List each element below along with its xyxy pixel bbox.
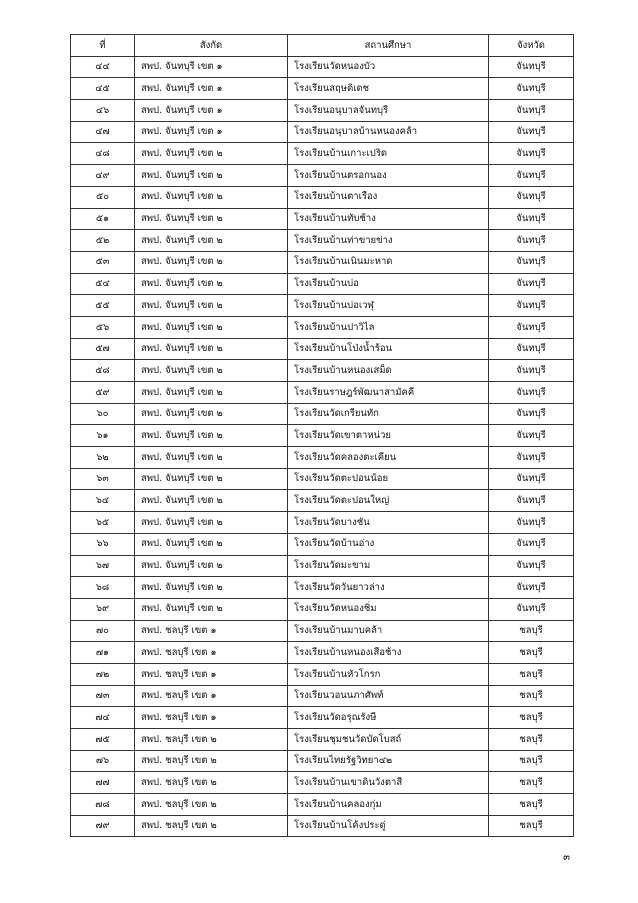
cell-number: ๗๗ xyxy=(71,772,135,794)
cell-school: โรงเรียนบ้านมาบคล้า xyxy=(288,620,489,642)
cell-province: จันทบุรี xyxy=(489,447,574,469)
cell-school: โรงเรียนบ้านทับช้าง xyxy=(288,208,489,230)
cell-province: จันทบุรี xyxy=(489,230,574,252)
header-number: ที่ xyxy=(71,35,135,57)
table-row xyxy=(71,56,574,78)
cell-province: จันทบุรี xyxy=(489,425,574,447)
table-row xyxy=(71,490,574,512)
cell-number: ๕๖ xyxy=(71,316,135,338)
cell-school: โรงเรียนบ้านเกาะเปริด xyxy=(288,143,489,165)
cell-school: โรงเรียนวัดวันยาวล่าง xyxy=(288,577,489,599)
table-header-row xyxy=(71,35,574,57)
cell-school: โรงเรียนชุมชนวัดบัดโบสถ์ xyxy=(288,729,489,751)
cell-school: โรงเรียนวัดตะปอนใหญ่ xyxy=(288,490,489,512)
cell-school: โรงเรียนวัดเกรียนทัก xyxy=(288,403,489,425)
cell-school: โรงเรียนราษฎร์พัฒนาสามัคคี xyxy=(288,382,489,404)
cell-number: ๖๘ xyxy=(71,577,135,599)
cell-number: ๗๖ xyxy=(71,750,135,772)
cell-affiliation: สพป. จันทบุรี เขต ๒ xyxy=(135,425,288,447)
cell-number: ๖๕ xyxy=(71,512,135,534)
header-province: จังหวัด xyxy=(489,35,574,57)
cell-province: จันทบุรี xyxy=(489,186,574,208)
table-row xyxy=(71,316,574,338)
cell-number: ๔๙ xyxy=(71,165,135,187)
table-row xyxy=(71,620,574,642)
cell-province: ชลบุรี xyxy=(489,772,574,794)
cell-affiliation: สพป. ชลบุรี เขต ๒ xyxy=(135,729,288,751)
cell-province: จันทบุรี xyxy=(489,316,574,338)
cell-affiliation: สพป. จันทบุรี เขต ๒ xyxy=(135,555,288,577)
cell-school: โรงเรียนบ้านโค้งประดู่ xyxy=(288,815,489,837)
cell-province: จันทบุรี xyxy=(489,468,574,490)
cell-school: โรงเรียนวัดบางชัน xyxy=(288,512,489,534)
cell-number: ๕๑ xyxy=(71,208,135,230)
cell-province: จันทบุรี xyxy=(489,273,574,295)
cell-number: ๗๙ xyxy=(71,815,135,837)
cell-affiliation: สพป. จันทบุรี เขต ๒ xyxy=(135,186,288,208)
cell-number: ๖๒ xyxy=(71,447,135,469)
table-row xyxy=(71,685,574,707)
table-row xyxy=(71,512,574,534)
cell-province: ชลบุรี xyxy=(489,685,574,707)
cell-affiliation: สพป. ชลบุรี เขต ๑ xyxy=(135,685,288,707)
cell-school: โรงเรียนบ้านคลองกุ่ม xyxy=(288,794,489,816)
cell-affiliation: สพป. จันทบุรี เขต ๒ xyxy=(135,403,288,425)
cell-number: ๗๕ xyxy=(71,729,135,751)
cell-number: ๗๘ xyxy=(71,794,135,816)
cell-number: ๕๘ xyxy=(71,360,135,382)
cell-number: ๖๔ xyxy=(71,490,135,512)
cell-number: ๗๑ xyxy=(71,642,135,664)
cell-province: จันทบุรี xyxy=(489,78,574,100)
table-row xyxy=(71,165,574,187)
cell-school: โรงเรียนอนุบาลจันทบุรี xyxy=(288,100,489,122)
table-row xyxy=(71,468,574,490)
cell-affiliation: สพป. จันทบุรี เขต ๒ xyxy=(135,382,288,404)
cell-school: โรงเรียนวัดหนองบัว xyxy=(288,56,489,78)
cell-province: จันทบุรี xyxy=(489,490,574,512)
table-row xyxy=(71,208,574,230)
cell-number: ๗๐ xyxy=(71,620,135,642)
cell-number: ๗๔ xyxy=(71,707,135,729)
table-row xyxy=(71,230,574,252)
table-row xyxy=(71,729,574,751)
cell-province: จันทบุรี xyxy=(489,251,574,273)
cell-school: โรงเรียนบ้านตาเรือง xyxy=(288,186,489,208)
cell-number: ๖๓ xyxy=(71,468,135,490)
cell-province: จันทบุรี xyxy=(489,360,574,382)
cell-school: โรงเรียนวัดเขาตาหน่วย xyxy=(288,425,489,447)
cell-province: จันทบุรี xyxy=(489,208,574,230)
cell-school: โรงเรียนวัดคลองตะเคียน xyxy=(288,447,489,469)
table-row xyxy=(71,772,574,794)
cell-affiliation: สพป. จันทบุรี เขต ๒ xyxy=(135,468,288,490)
cell-affiliation: สพป. จันทบุรี เขต ๒ xyxy=(135,512,288,534)
cell-province: จันทบุรี xyxy=(489,403,574,425)
cell-affiliation: สพป. จันทบุรี เขต ๒ xyxy=(135,360,288,382)
table-row xyxy=(71,533,574,555)
cell-number: ๖๖ xyxy=(71,533,135,555)
cell-school: โรงเรียนสฤษดิเดช xyxy=(288,78,489,100)
cell-number: ๕๒ xyxy=(71,230,135,252)
cell-number: ๕๐ xyxy=(71,186,135,208)
cell-affiliation: สพป. ชลบุรี เขต ๒ xyxy=(135,772,288,794)
cell-number: ๔๘ xyxy=(71,143,135,165)
cell-school: โรงเรียนอนุบาลบ้านหนองคล้า xyxy=(288,121,489,143)
cell-affiliation: สพป. จันทบุรี เขต ๑ xyxy=(135,78,288,100)
cell-school: โรงเรียนวัดบ้านอ่าง xyxy=(288,533,489,555)
cell-affiliation: สพป. ชลบุรี เขต ๑ xyxy=(135,642,288,664)
cell-school: โรงเรียนวอนนภาศัพท์ xyxy=(288,685,489,707)
cell-affiliation: สพป. จันทบุรี เขต ๒ xyxy=(135,533,288,555)
table-row xyxy=(71,251,574,273)
cell-affiliation: สพป. จันทบุรี เขต ๒ xyxy=(135,230,288,252)
table-row xyxy=(71,382,574,404)
cell-school: โรงเรียนวัดหนองชิ่ม xyxy=(288,598,489,620)
table-row xyxy=(71,295,574,317)
cell-number: ๗๓ xyxy=(71,685,135,707)
table-row xyxy=(71,273,574,295)
cell-province: ชลบุรี xyxy=(489,663,574,685)
table-row xyxy=(71,598,574,620)
school-list-table xyxy=(70,34,574,837)
cell-province: จันทบุรี xyxy=(489,533,574,555)
cell-province: ชลบุรี xyxy=(489,620,574,642)
cell-affiliation: สพป. ชลบุรี เขต ๒ xyxy=(135,750,288,772)
cell-number: ๔๖ xyxy=(71,100,135,122)
cell-number: ๔๔ xyxy=(71,56,135,78)
table-row xyxy=(71,425,574,447)
header-school: สถานศึกษา xyxy=(288,35,489,57)
table-row xyxy=(71,663,574,685)
table-row xyxy=(71,143,574,165)
cell-province: จันทบุรี xyxy=(489,382,574,404)
cell-school: โรงเรียนบ้านโป่งน้ำร้อน xyxy=(288,338,489,360)
cell-affiliation: สพป. จันทบุรี เขต ๑ xyxy=(135,100,288,122)
cell-number: ๗๒ xyxy=(71,663,135,685)
cell-school: โรงเรียนบ้านตรอกนอง xyxy=(288,165,489,187)
cell-province: จันทบุรี xyxy=(489,56,574,78)
cell-province: จันทบุรี xyxy=(489,100,574,122)
cell-affiliation: สพป. ชลบุรี เขต ๑ xyxy=(135,620,288,642)
table-row xyxy=(71,78,574,100)
cell-number: ๕๓ xyxy=(71,251,135,273)
header-affiliation: สังกัด xyxy=(135,35,288,57)
cell-affiliation: สพป. จันทบุรี เขต ๒ xyxy=(135,143,288,165)
cell-affiliation: สพป. จันทบุรี เขต ๒ xyxy=(135,295,288,317)
table-row xyxy=(71,794,574,816)
cell-affiliation: สพป. ชลบุรี เขต ๒ xyxy=(135,794,288,816)
table-row xyxy=(71,403,574,425)
cell-school: โรงเรียนบ้านหนองเสือช้าง xyxy=(288,642,489,664)
cell-affiliation: สพป. ชลบุรี เขต ๑ xyxy=(135,707,288,729)
cell-school: โรงเรียนบ้านหัวโกรก xyxy=(288,663,489,685)
cell-number: ๕๕ xyxy=(71,295,135,317)
cell-school: โรงเรียนบ้านบ่อ xyxy=(288,273,489,295)
cell-school: โรงเรียนวัดอรุณรังษี xyxy=(288,707,489,729)
cell-province: จันทบุรี xyxy=(489,121,574,143)
cell-province: จันทบุรี xyxy=(489,338,574,360)
cell-affiliation: สพป. จันทบุรี เขต ๒ xyxy=(135,208,288,230)
cell-school: โรงเรียนบ้านเขาดินวังตาสี xyxy=(288,772,489,794)
cell-affiliation: สพป. จันทบุรี เขต ๑ xyxy=(135,56,288,78)
cell-province: ชลบุรี xyxy=(489,815,574,837)
table-row xyxy=(71,121,574,143)
cell-affiliation: สพป. จันทบุรี เขต ๒ xyxy=(135,577,288,599)
table-row xyxy=(71,577,574,599)
cell-number: ๕๙ xyxy=(71,382,135,404)
table-row xyxy=(71,642,574,664)
cell-affiliation: สพป. จันทบุรี เขต ๑ xyxy=(135,121,288,143)
table-row xyxy=(71,555,574,577)
table-row xyxy=(71,815,574,837)
cell-province: จันทบุรี xyxy=(489,555,574,577)
cell-number: ๔๕ xyxy=(71,78,135,100)
cell-school: โรงเรียนวัดมะขาม xyxy=(288,555,489,577)
table-row xyxy=(71,338,574,360)
table-row xyxy=(71,447,574,469)
cell-affiliation: สพป. จันทบุรี เขต ๒ xyxy=(135,598,288,620)
cell-affiliation: สพป. จันทบุรี เขต ๒ xyxy=(135,165,288,187)
cell-number: ๖๗ xyxy=(71,555,135,577)
table-body xyxy=(71,56,574,837)
cell-province: ชลบุรี xyxy=(489,794,574,816)
cell-school: โรงเรียนบ้านท่าขายข่าง xyxy=(288,230,489,252)
cell-province: จันทบุรี xyxy=(489,143,574,165)
cell-province: ชลบุรี xyxy=(489,750,574,772)
cell-province: จันทบุรี xyxy=(489,577,574,599)
cell-affiliation: สพป. จันทบุรี เขต ๒ xyxy=(135,447,288,469)
cell-affiliation: สพป. จันทบุรี เขต ๒ xyxy=(135,490,288,512)
cell-school: โรงเรียนบ้านเนินมะหาด xyxy=(288,251,489,273)
cell-province: จันทบุรี xyxy=(489,165,574,187)
cell-province: จันทบุรี xyxy=(489,295,574,317)
cell-affiliation: สพป. จันทบุรี เขต ๒ xyxy=(135,316,288,338)
cell-number: ๕๔ xyxy=(71,273,135,295)
cell-province: จันทบุรี xyxy=(489,512,574,534)
cell-province: ชลบุรี xyxy=(489,707,574,729)
cell-affiliation: สพป. ชลบุรี เขต ๑ xyxy=(135,663,288,685)
page-number: ๓ xyxy=(563,852,570,863)
cell-school: โรงเรียนบ้านหนองเสม็ด xyxy=(288,360,489,382)
cell-province: จันทบุรี xyxy=(489,598,574,620)
cell-school: โรงเรียนบ้านบ่อเวฬุ xyxy=(288,295,489,317)
table-row xyxy=(71,100,574,122)
cell-province: ชลบุรี xyxy=(489,642,574,664)
cell-number: ๖๑ xyxy=(71,425,135,447)
cell-affiliation: สพป. จันทบุรี เขต ๒ xyxy=(135,338,288,360)
school-list-table-container xyxy=(70,34,573,837)
cell-school: โรงเรียนบ้านปาวิไล xyxy=(288,316,489,338)
table-row xyxy=(71,186,574,208)
table-row xyxy=(71,750,574,772)
cell-school: โรงเรียนวัดตะปอนน้อย xyxy=(288,468,489,490)
cell-affiliation: สพป. จันทบุรี เขต ๒ xyxy=(135,251,288,273)
cell-number: ๕๗ xyxy=(71,338,135,360)
cell-province: ชลบุรี xyxy=(489,729,574,751)
cell-school: โรงเรียนไทยรัฐวิทยา๔๒ xyxy=(288,750,489,772)
cell-affiliation: สพป. ชลบุรี เขต ๒ xyxy=(135,815,288,837)
cell-number: ๔๗ xyxy=(71,121,135,143)
table-row xyxy=(71,707,574,729)
cell-number: ๖๐ xyxy=(71,403,135,425)
cell-affiliation: สพป. จันทบุรี เขต ๒ xyxy=(135,273,288,295)
cell-number: ๖๙ xyxy=(71,598,135,620)
table-row xyxy=(71,360,574,382)
